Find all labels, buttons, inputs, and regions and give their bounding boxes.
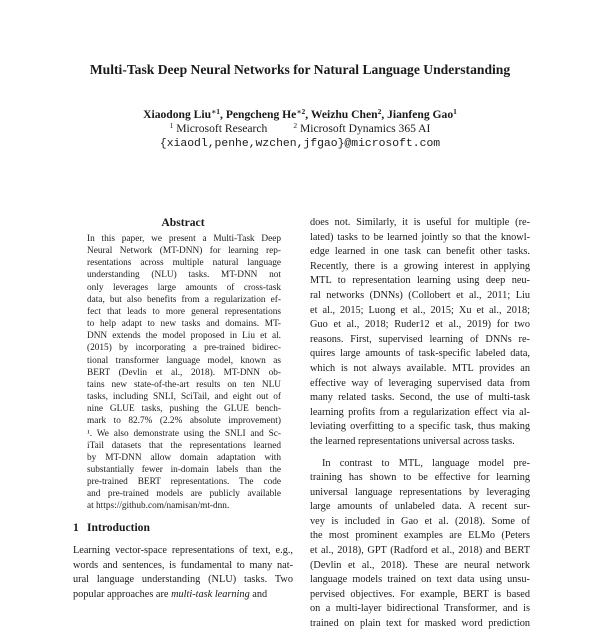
text-line: BERT (Devlin et al., 2018). MT-DNN ob- [87, 367, 281, 378]
right-column-body [310, 216, 530, 632]
text-line: understanding (NLU) tasks. MT-DNN not [87, 270, 281, 281]
text-line: lated) tasks to be learned jointly so that the knowl- [310, 231, 530, 243]
text-line: the learned representations universal across tasks. [310, 435, 515, 447]
text-line: popular approaches are multi-task learning and [73, 588, 268, 600]
paper-title: Multi-Task Deep Neural Networks for Natural Language Understanding [89, 62, 511, 77]
text-line: language models trained on text data using unsu- [310, 574, 530, 586]
text-line: to help adapt to new tasks and domains. MT- [87, 319, 281, 330]
text-line: training has shown to be effective for learning [310, 472, 530, 484]
text-line: In this paper, we present a Multi-Task Deep [87, 234, 281, 244]
text-line: ¹. We also demonstrate using the SNLI and Sc- [87, 428, 281, 439]
author: Jianfeng Gao$^1$ [387, 107, 457, 121]
text-line: edge learned in one task can benefit other tasks. [310, 246, 530, 258]
author: Xiaodong Liu$^{∗1}$, [143, 107, 226, 121]
text-line: Neural Network (MT-DNN) for learning rep- [87, 246, 281, 257]
text-line: et al., 2015; Luong et al., 2015; Xu et al., 2018; [310, 304, 530, 316]
text-line: (Devlin et al., 2018). These are neural network [310, 559, 530, 571]
text-line: at https://github.com/namisan/mt-dnn. [87, 501, 230, 512]
text-line: nine GLUE tasks, pushing the GLUE bench- [87, 404, 281, 415]
text-line: pre-trained BERT representations. The code [87, 477, 281, 488]
introduction-body [73, 544, 293, 602]
text-line: effective way of leveraging supervised data from [310, 377, 530, 389]
text-line: DNN extends the model proposed in Liu et al. [87, 331, 281, 342]
text-line: the most prominent examples are ELMo (Peters [310, 530, 530, 542]
affiliation: $^2$ Microsoft Dynamics 365 AI [293, 121, 431, 135]
affiliations [40, 122, 560, 136]
text-line: learning profits from a regularization effect via al- [310, 406, 530, 418]
text-line: MTL to representation learning using deep neu- [310, 275, 530, 287]
text-line: tains new state-of-the-art results on ten NLU [87, 379, 281, 390]
text-line: quires large amounts of task-specific labeled data, [310, 348, 530, 360]
text-line: et al., 2018), GPT (Radford et al., 2018) and BERT [310, 545, 530, 557]
text-line: resentations across multiple natural language [87, 258, 281, 269]
text-line: reasons. First, supervised learning of DNNs re- [310, 333, 530, 345]
text-line: (2015) by incorporating a pre-trained bidirec- [87, 343, 281, 354]
text-line: vey is included in Gao et al. (2018). Some of [310, 515, 530, 527]
text-line: does not. Similarly, it is useful for multiple (re- [310, 217, 530, 228]
author: Pengcheng $He^{∗2}$, [225, 107, 311, 121]
text-line: leviating overfitting to a specific task, thus making [310, 421, 530, 433]
text-line: pervised objectives. For example, BERT is based [310, 588, 530, 600]
text-line: on a multi-layer bidirectional Transformer, and is [310, 603, 530, 615]
text-line: trained on plain text for masked word prediction [310, 618, 530, 630]
author: Weizhu Chen$^2$, [310, 107, 388, 121]
text-line: many related tasks. Second, the use of multi-task [310, 392, 530, 404]
text-line: iTail datasets that the representations learned [87, 440, 281, 451]
text-line: In contrast to MTL, language model pre- [322, 457, 530, 469]
text-line: large amounts of unlabeled data. A recent sur- [310, 501, 530, 513]
text-line: only leverages large amounts of cross-task [87, 282, 281, 293]
abstract-heading: Abstract [161, 216, 205, 229]
author-list [40, 108, 560, 122]
section-heading-introduction: 1 Introduction [73, 521, 150, 534]
author-emails: {xiaodl,penhe,wzchen,jfgao}@microsoft.com [159, 138, 441, 150]
text-line: universal language representations by leveraging [310, 486, 530, 498]
abstract-body [87, 233, 281, 513]
affiliation: $^1$ Microsoft Research [169, 121, 268, 135]
text-line: Guo et al., 2018; Ruder12 et al., 2019) for two [310, 319, 530, 331]
text-line: ural language understanding (NLU) tasks. Two [73, 574, 293, 586]
text-line: Learning vector-space representations of text, e.g., [73, 545, 293, 556]
text-line: fect that leads to more general representations [87, 306, 281, 317]
text-line: ral networks (DNNs) (Collobert et al., 2011; Liu [310, 289, 530, 301]
text-line: data, but also benefits from a regularization ef- [87, 294, 281, 305]
text-line: which is not always available. MTL provides an [310, 362, 530, 374]
text-line: Recently, there is a growing interest in applying [310, 260, 530, 272]
text-line: mark to 82.7% (2.2% absolute improvement) [87, 416, 281, 427]
text-line: words and sentences, is fundamental to many nat- [73, 559, 293, 571]
text-line: tasks, including SNLI, SciTail, and eight out of [87, 392, 281, 403]
text-line: and pre-trained models are publicly available [87, 489, 281, 500]
text-line: tional transformer language model, known as [87, 355, 281, 366]
text-line: substantially fewer in-domain labels than the [87, 464, 281, 475]
text-line: by MT-DNN allow domain adaptation with [87, 452, 281, 463]
